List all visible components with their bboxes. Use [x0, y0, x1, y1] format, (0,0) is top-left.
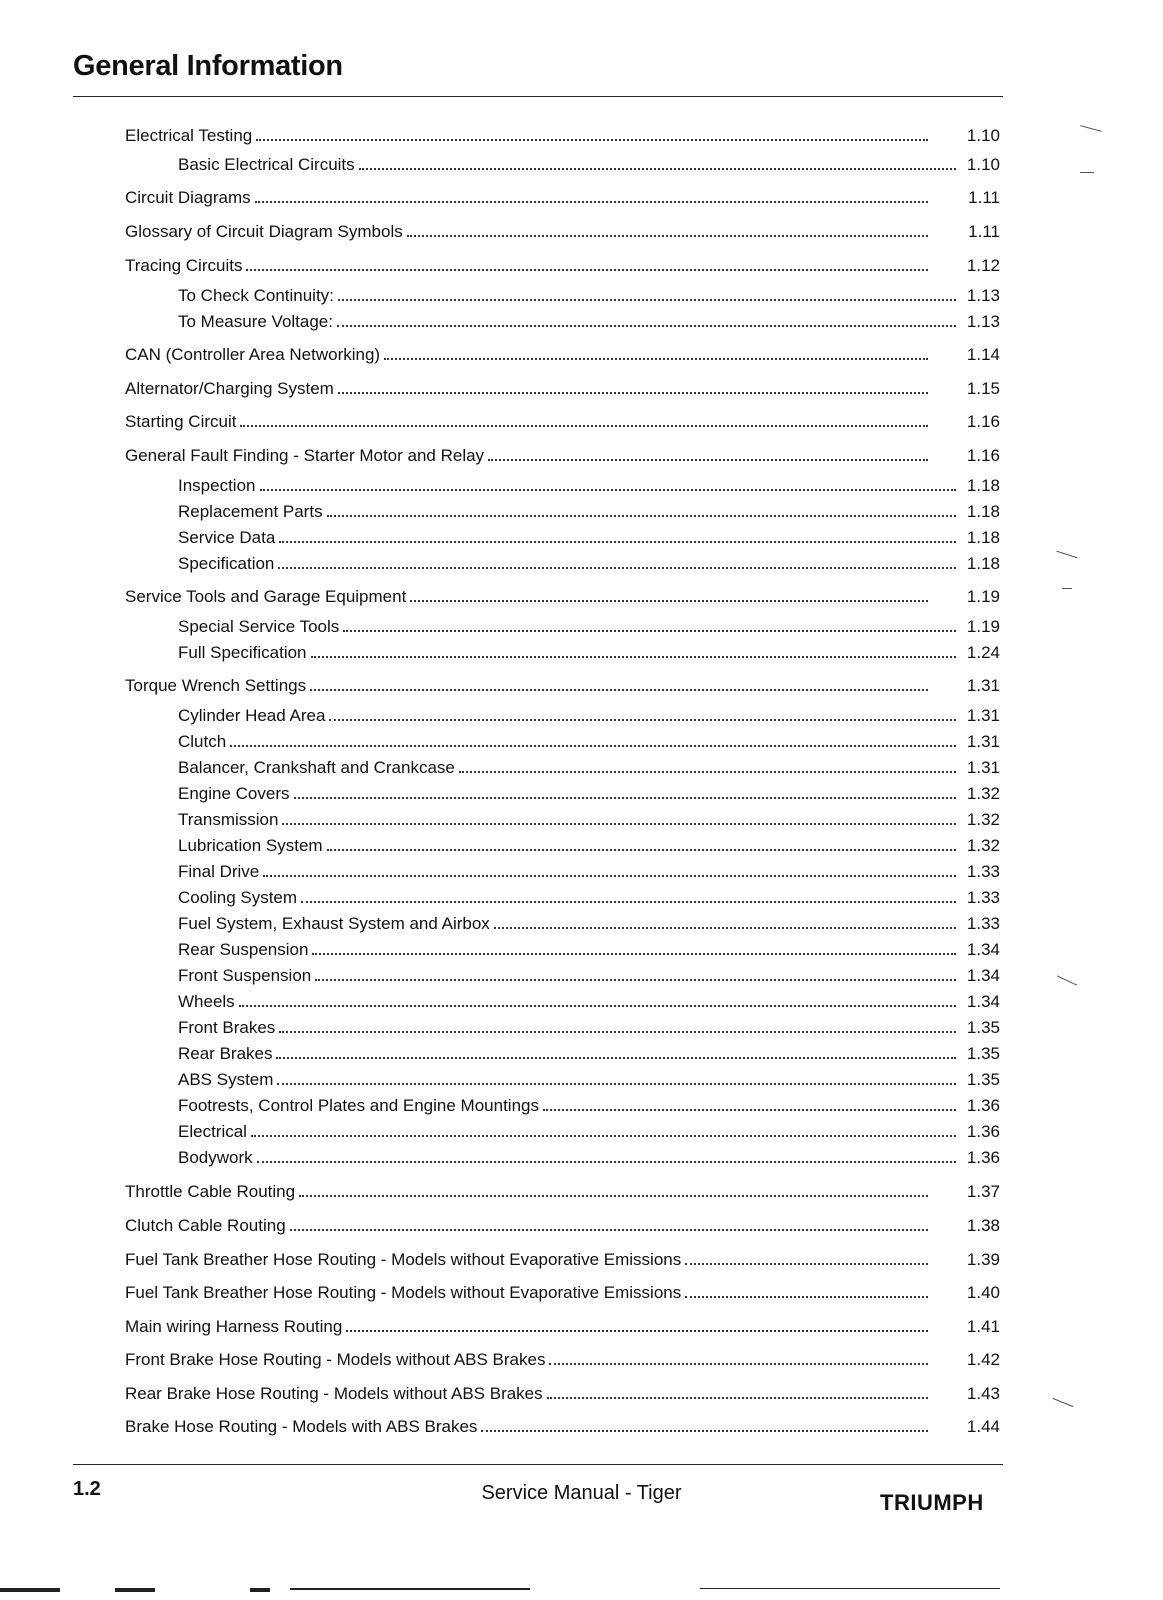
toc-entry-page: 1.31: [966, 676, 1000, 695]
toc-entry: [125, 254, 1000, 278]
toc-entry: [125, 674, 1000, 698]
dot-leader: [279, 526, 956, 543]
toc-entry: [178, 1016, 1000, 1040]
dot-leader: [246, 254, 928, 271]
toc-entry: [125, 585, 1000, 609]
dot-leader: [343, 615, 956, 632]
toc-entry-page: 1.31: [966, 732, 1000, 751]
footer-divider: [73, 1464, 1003, 1465]
toc-entry-title: Footrests, Control Plates and Engine Mountings: [178, 1096, 539, 1115]
toc-entry: [125, 186, 1000, 210]
toc-entry-title: ABS System: [178, 1070, 274, 1089]
toc-entry-title: Cooling System: [178, 888, 298, 907]
toc-entry: [178, 990, 1000, 1014]
toc-entry-page: 1.12: [966, 256, 1000, 275]
toc-entry: [178, 552, 1000, 576]
scan-artifact: [250, 1588, 270, 1592]
dot-leader: [282, 808, 956, 825]
dot-leader: [311, 641, 956, 658]
toc-entry-title: General Fault Finding - Starter Motor and Relay: [125, 446, 485, 465]
scan-artifact: [0, 1588, 60, 1592]
scan-artifact: [1062, 588, 1072, 589]
toc-entry: [178, 860, 1000, 884]
toc-entry-title: Rear Brake Hose Routing - Models without ABS Brakes: [125, 1384, 543, 1403]
dot-leader: [384, 343, 928, 360]
scan-artifact: [290, 1588, 530, 1590]
dot-leader: [685, 1248, 928, 1265]
dot-leader: [459, 756, 956, 773]
toc-entry-page: 1.18: [966, 502, 1000, 521]
footer-manual-title: Service Manual - Tiger: [481, 1482, 682, 1504]
toc-entry-title: Wheels: [178, 992, 235, 1011]
toc-entry-title: Engine Covers: [178, 784, 290, 803]
dot-leader: [279, 1016, 956, 1033]
toc-entry-title: Starting Circuit: [125, 412, 237, 431]
toc-entry-title: Full Specification: [178, 643, 307, 662]
dot-leader: [315, 964, 956, 981]
toc-entry-title: Service Data: [178, 528, 276, 547]
toc-entry-title: Front Suspension: [178, 966, 312, 985]
toc-entry-page: 1.33: [966, 914, 1000, 933]
dot-leader: [312, 938, 956, 955]
toc-entry-title: Bodywork: [178, 1148, 253, 1167]
toc-entry-title: Fuel Tank Breather Hose Routing - Models without Evaporative Emissions: [125, 1250, 682, 1269]
toc-entry-page: 1.19: [966, 617, 1000, 636]
toc-entry: [178, 938, 1000, 962]
toc-entry-title: Inspection: [178, 476, 256, 495]
toc-entry: [178, 1068, 1000, 1092]
toc-entry-title: To Measure Voltage:: [178, 312, 333, 331]
toc-entry: [178, 756, 1000, 780]
dot-leader: [327, 834, 956, 851]
toc-entry-page: 1.34: [966, 966, 1000, 985]
toc-entry-page: 1.18: [966, 528, 1000, 547]
toc-entry: [178, 1042, 1000, 1066]
toc-entry-title: Alternator/Charging System: [125, 379, 334, 398]
toc-entry-page: 1.10: [966, 155, 1000, 174]
dot-leader: [263, 860, 956, 877]
toc-entry: [125, 1281, 1000, 1305]
toc-entry-page: 1.36: [966, 1122, 1000, 1141]
toc-entry-page: 1.35: [966, 1070, 1000, 1089]
toc-entry: [178, 886, 1000, 910]
dot-leader: [547, 1382, 928, 1399]
toc-entry-title: Tracing Circuits: [125, 256, 243, 275]
toc-entry: [125, 444, 1000, 468]
toc-entry-title: Rear Brakes: [178, 1044, 273, 1063]
toc-entry-page: 1.15: [966, 379, 1000, 398]
toc-entry: [178, 704, 1000, 728]
dot-leader: [255, 186, 928, 203]
toc-entry-page: 1.16: [966, 412, 1000, 431]
brand-logo: TRIUMPH: [880, 1490, 984, 1515]
toc-entry: [125, 1214, 1000, 1238]
toc-entry: [178, 284, 1000, 308]
toc-entry-title: Circuit Diagrams: [125, 188, 251, 207]
toc-entry: [178, 808, 1000, 832]
toc-entry-title: Rear Suspension: [178, 940, 309, 959]
dot-leader: [278, 552, 956, 569]
toc-entry: [178, 912, 1000, 936]
toc-entry: [178, 1094, 1000, 1118]
dot-leader: [488, 444, 928, 461]
toc-entry-title: Special Service Tools: [178, 617, 340, 636]
toc-entry: [125, 1382, 1000, 1406]
toc-entry-page: 1.16: [966, 446, 1000, 465]
toc-entry-title: Final Drive: [178, 862, 260, 881]
toc-entry: [125, 220, 1000, 244]
toc-entry-page: 1.36: [966, 1096, 1000, 1115]
toc-entry-title: CAN (Controller Area Networking): [125, 345, 381, 364]
toc-entry: [125, 1315, 1000, 1339]
dot-leader: [685, 1281, 928, 1298]
toc-entry-page: 1.31: [966, 758, 1000, 777]
toc-entry: [178, 1146, 1000, 1170]
toc-entry-page: 1.41: [966, 1317, 1000, 1336]
toc-entry: [178, 615, 1000, 639]
toc-entry-title: Front Brakes: [178, 1018, 276, 1037]
toc-entry-page: 1.13: [966, 286, 1000, 305]
dot-leader: [338, 284, 956, 301]
dot-leader: [299, 1180, 928, 1197]
toc-entry: [178, 964, 1000, 988]
toc-entry-page: 1.36: [966, 1148, 1000, 1167]
toc-entry: [178, 641, 1000, 665]
toc-entry-page: 1.35: [966, 1018, 1000, 1037]
toc-entry-title: Glossary of Circuit Diagram Symbols: [125, 222, 403, 241]
toc-entry-title: Throttle Cable Routing: [125, 1182, 296, 1201]
toc-entry-title: Specification: [178, 554, 275, 573]
toc-entry: [178, 1120, 1000, 1144]
scan-artifact: [115, 1588, 155, 1592]
dot-leader: [346, 1315, 928, 1332]
dot-leader: [277, 1068, 956, 1085]
toc-entry-page: 1.19: [966, 587, 1000, 606]
toc-entry: [125, 377, 1000, 401]
dot-leader: [327, 500, 956, 517]
dot-leader: [338, 377, 928, 394]
toc-entry-page: 1.33: [966, 888, 1000, 907]
toc-entry: [125, 1415, 1000, 1439]
toc-entry-title: Cylinder Head Area: [178, 706, 326, 725]
toc-entry-title: Lubrication System: [178, 836, 323, 855]
toc-entry: [178, 153, 1000, 177]
toc-entry: [178, 310, 1000, 334]
dot-leader: [329, 704, 956, 721]
page-title: General Information: [73, 50, 343, 82]
toc-entry-title: To Check Continuity:: [178, 286, 334, 305]
toc-entry-page: 1.13: [966, 312, 1000, 331]
toc-entry-page: 1.43: [966, 1384, 1000, 1403]
toc-entry-title: Service Tools and Garage Equipment: [125, 587, 407, 606]
scan-artifact: [1080, 172, 1094, 173]
toc-entry: [125, 343, 1000, 367]
toc-entry-title: Clutch Cable Routing: [125, 1216, 286, 1235]
toc-entry: [178, 474, 1000, 498]
toc-entry-page: 1.32: [966, 784, 1000, 803]
dot-leader: [257, 1146, 956, 1163]
toc-entry-title: Brake Hose Routing - Models with ABS Brakes: [125, 1417, 478, 1436]
dot-leader: [294, 782, 956, 799]
toc-entry-title: Front Brake Hose Routing - Models without ABS Brakes: [125, 1350, 546, 1369]
dot-leader: [256, 124, 928, 141]
toc-entry-title: Transmission: [178, 810, 279, 829]
toc-entry-page: 1.18: [966, 476, 1000, 495]
toc-entry: [125, 1248, 1000, 1272]
dot-leader: [337, 310, 956, 327]
dot-leader: [260, 474, 957, 491]
dot-leader: [481, 1415, 928, 1432]
toc-entry-page: 1.40: [966, 1283, 1000, 1302]
dot-leader: [407, 220, 928, 237]
dot-leader: [240, 410, 928, 427]
toc-entry-page: 1.14: [966, 345, 1000, 364]
toc-entry-title: Electrical Testing: [125, 126, 253, 145]
toc-entry: [178, 526, 1000, 550]
dot-leader: [251, 1120, 956, 1137]
toc-entry-page: 1.24: [966, 643, 1000, 662]
dot-leader: [301, 886, 956, 903]
footer-page-number: 1.2: [73, 1478, 101, 1500]
dot-leader: [410, 585, 928, 602]
toc-entry: [178, 730, 1000, 754]
toc-entry-title: Torque Wrench Settings: [125, 676, 307, 695]
toc-entry-title: Replacement Parts: [178, 502, 323, 521]
toc-entry-page: 1.42: [966, 1350, 1000, 1369]
toc-entry-title: Balancer, Crankshaft and Crankcase: [178, 758, 455, 777]
toc-entry: [178, 834, 1000, 858]
dot-leader: [239, 990, 956, 1007]
toc-entry-page: 1.34: [966, 992, 1000, 1011]
toc-entry: [178, 500, 1000, 524]
toc-entry-page: 1.10: [966, 126, 1000, 145]
toc-entry-page: 1.44: [966, 1417, 1000, 1436]
dot-leader: [359, 153, 956, 170]
toc-entry-title: Fuel Tank Breather Hose Routing - Models without Evaporative Emissions: [125, 1283, 682, 1302]
toc-entry-title: Basic Electrical Circuits: [178, 155, 355, 174]
toc-entry-page: 1.37: [966, 1182, 1000, 1201]
toc-entry-page: 1.39: [966, 1250, 1000, 1269]
toc-entry: [125, 124, 1000, 148]
toc-entry-page: 1.32: [966, 836, 1000, 855]
toc-entry-page: 1.35: [966, 1044, 1000, 1063]
toc-entry-title: Fuel System, Exhaust System and Airbox: [178, 914, 490, 933]
toc-entry-page: 1.31: [966, 706, 1000, 725]
dot-leader: [230, 730, 956, 747]
dot-leader: [290, 1214, 928, 1231]
toc-entry-page: 1.18: [966, 554, 1000, 573]
dot-leader: [549, 1348, 928, 1365]
dot-leader: [494, 912, 956, 929]
toc-entry-page: 1.33: [966, 862, 1000, 881]
toc-entry: [125, 1348, 1000, 1372]
toc-entry-title: Main wiring Harness Routing: [125, 1317, 343, 1336]
scan-artifact: [700, 1588, 1000, 1589]
toc-entry-page: 1.11: [968, 222, 1000, 241]
toc-entry-page: 1.32: [966, 810, 1000, 829]
toc-entry-page: 1.34: [966, 940, 1000, 959]
toc-entry: [125, 410, 1000, 434]
toc-entry: [178, 782, 1000, 806]
toc-entry-title: Clutch: [178, 732, 227, 751]
toc-entry-page: 1.11: [968, 188, 1000, 207]
toc-entry-page: 1.38: [966, 1216, 1000, 1235]
toc-entry: [125, 1180, 1000, 1204]
dot-leader: [310, 674, 928, 691]
toc-entry-title: Electrical: [178, 1122, 247, 1141]
dot-leader: [276, 1042, 956, 1059]
dot-leader: [543, 1094, 956, 1111]
